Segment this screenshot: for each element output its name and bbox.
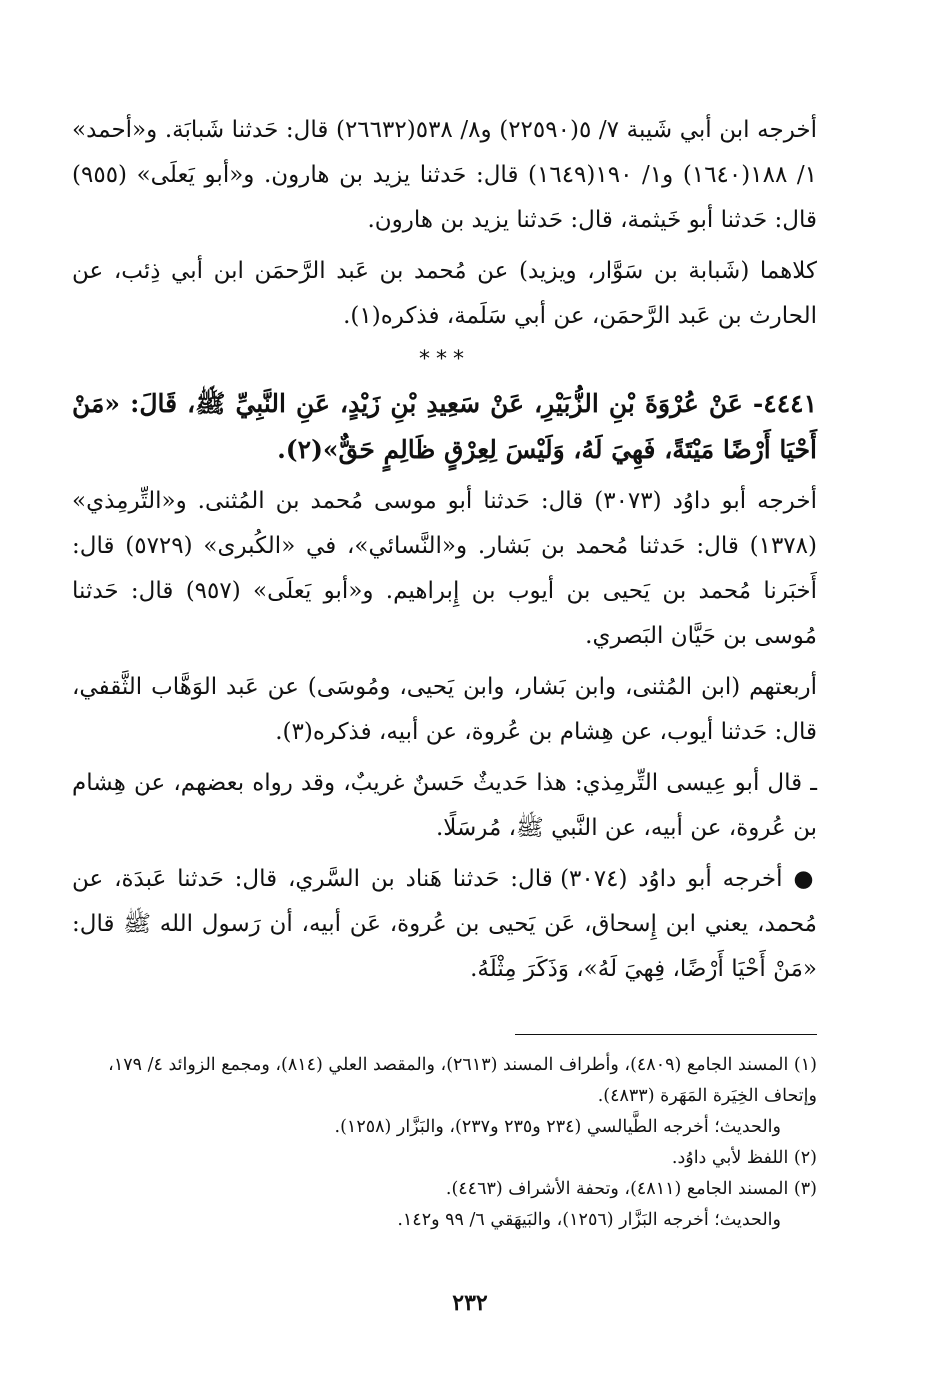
paragraph-5: ـ قال أبو عِيسى التِّرمِذي: هذا حَديثٌ حَسنٌ غريبٌ، وقد رواه بعضهم، عن هِشام بن عُروة، عن أبيه، عن النَّبي ﷺ، مُرسَلًا. bbox=[72, 770, 817, 841]
paragraph-6: ● أخرجه أبو داوُد (٣٠٧٤) قال: حَدثنا هَناد بن السَّري، قال: حَدثنا عَبدَة، عن مُحمد، يعني ابن إِسحاق، عَن يَحيى بن عُروة، عَن أبيه، أن رَسول الله ﷺ قال: «مَنْ أَحْيَا أَرْضًا، فِهيَ لَهُ»، وَذَكَرَ مِثْلَهُ. bbox=[72, 866, 817, 982]
footnote-separator bbox=[515, 1034, 817, 1035]
footnote-1-continuation: والحديث؛ أخرجه الطَّيالسي (٢٣٤ و٢٣٥ و٢٣٧)، والبَزَّار (١٢٥٨). bbox=[334, 1117, 781, 1137]
footnote-1: (١) المسند الجامع (٤٨٠٩)، وأطراف المسند (٢٦١٣)، والمقصد العلي (٨١٤)، ومجمع الزوائد ٤/ ١٧٩، وإتحاف الخِيَرة المَهَرة (٤٨٣٣). bbox=[108, 1055, 817, 1106]
footnotes bbox=[72, 1050, 817, 1236]
paragraph-1: أخرجه ابن أبي شَيبة ٧/ ٥(٢٢٥٩٠) و٨/ ٥٣٨(٢٦٦٣٢) قال: حَدثنا شَبابَة. و«أحمد» ١/ ١٨٨(١٦٤٠) و١/ ١٩٠(١٦٤٩) قال: حَدثنا يزيد بن هارون. و«أبو يَعلَى» (٩٥٥) قال: حَدثنا أبو خَيثمة، قال: حَدثنا يزيد بن هارون. bbox=[72, 117, 818, 233]
hadith-text: ٤٤٤١- عَنْ عُرْوَةَ بْنِ الزُّبَيْرِ، عَنْ سَعِيدِ بْنِ زَيْدٍ، عَنِ النَّبِيِّ ﷺ، قَالَ: «مَنْ أَحْيَا أَرْضًا مَيْتَةً، فَهِيَ لَهُ، وَلَيْسَ لِعِرْقٍ ظَالِمٍ حَقٌّ»(٢). bbox=[72, 389, 817, 464]
page-number: ٢٣٢ bbox=[452, 1290, 488, 1316]
paragraph-2: كلاهما (شَبابة بن سَوَّار، ويزيد) عن مُحمد بن عَبد الرَّحمَن ابن أبي ذِئب، عن الحارث بن عَبد الرَّحمَن، عن أبي سَلَمة، فذكره(١). bbox=[72, 258, 817, 329]
paragraph-4: أربعتهم (ابن المُثنى، وابن بَشار، وابن يَحيى، ومُوسَى) عن عَبد الوَهَّاب الثَّقفي، قال: حَدثنا أيوب، عن هِشام بن عُروة، عن أبيه، فذكره(٣). bbox=[72, 674, 817, 745]
footnote-2: (٢) اللفظ لأبي داوُد. bbox=[671, 1148, 817, 1168]
section-separator: *** bbox=[419, 347, 470, 372]
paragraph-3: أخرجه أبو داوُد (٣٠٧٣) قال: حَدثنا أبو موسى مُحمد بن المُثنى. و«التِّرمِذي» (١٣٧٨) قال: حَدثنا مُحمد بن بَشار. و«النَّسائي»، في «الكُبرى» (٥٧٢٩) قال: أَخبَرنا مُحمد بن يَحيى بن أيوب بن إِبراهيم. و«أبو يَعلَى» (٩٥٧) قال: حَدثنا مُوسى بن حَيَّان البَصري. bbox=[72, 488, 817, 649]
footnote-3-continuation: والحديث؛ أخرجه البَزَّار (١٢٥٦)، والبَيهَقي ٦/ ٩٩ و١٤٢. bbox=[397, 1210, 781, 1230]
main-text bbox=[72, 108, 817, 992]
footnote-3: (٣) المسند الجامع (٤٨١١)، وتحفة الأشراف (٤٤٦٣). bbox=[445, 1179, 817, 1199]
